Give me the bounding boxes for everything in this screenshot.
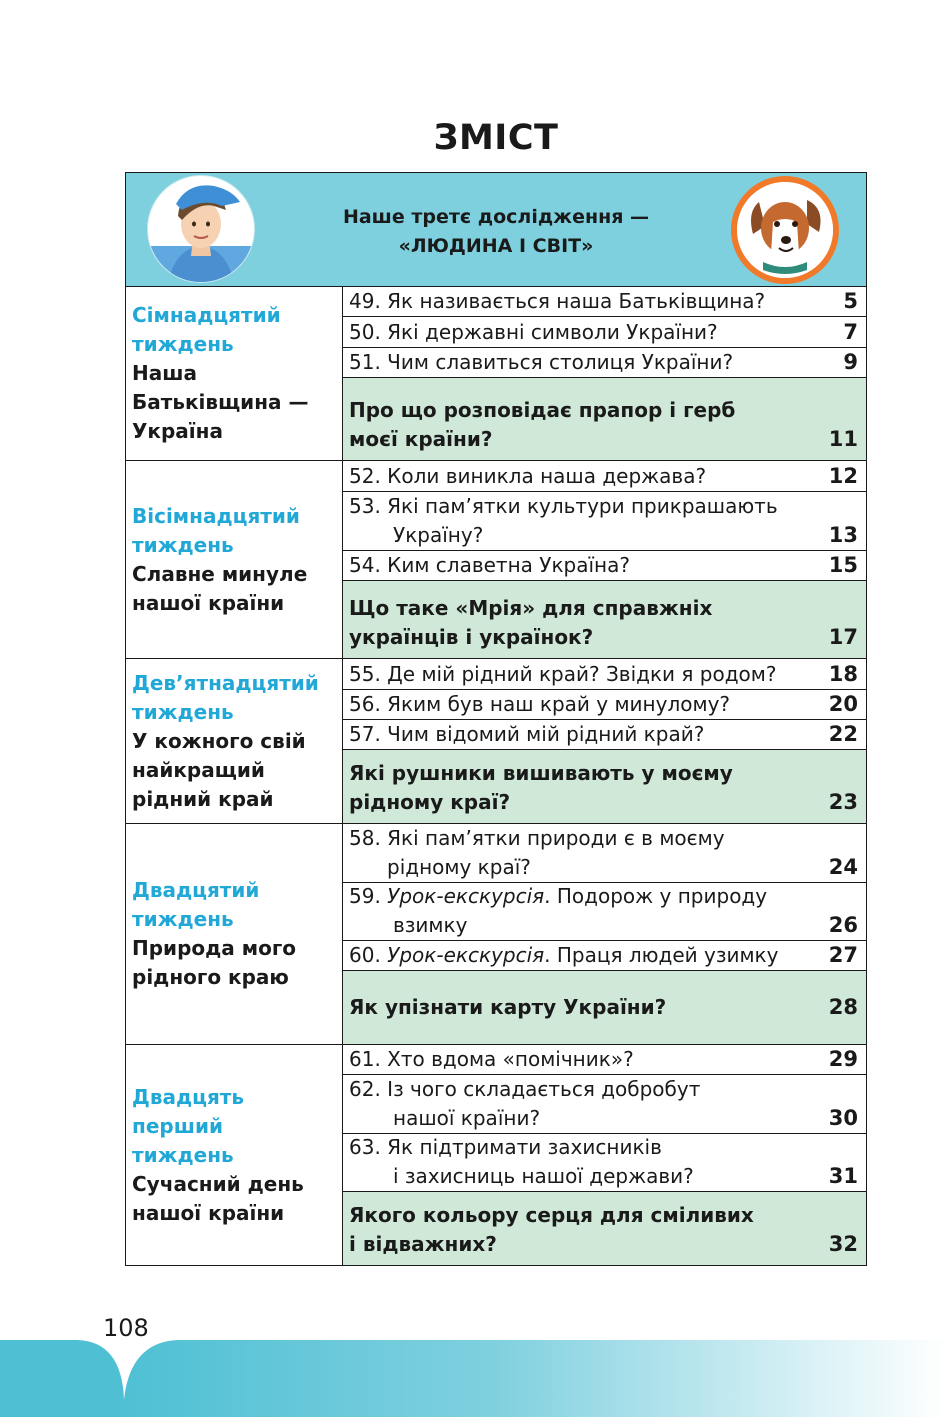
lesson-item[interactable] <box>343 824 866 883</box>
lesson-title <box>349 759 822 817</box>
lesson-title-line: 63. Як підтримати захисників <box>349 1135 662 1159</box>
lesson-type: Урок-екскурсія <box>387 943 545 967</box>
lesson-title: 56. Яким був наш край у минулому? <box>349 692 731 716</box>
lesson-title: 61. Хто вдома «помічник»? <box>349 1047 634 1071</box>
lesson-title-line: взимку <box>393 913 468 937</box>
lesson-item[interactable] <box>343 720 866 750</box>
week-topic: Сучасний день нашої країни <box>132 1171 304 1225</box>
lesson-title: 49. Як називається наша Батьківщина? <box>349 289 766 313</box>
lesson-title <box>349 492 822 550</box>
special-lesson-item[interactable] <box>343 581 866 658</box>
lesson-item[interactable] <box>343 348 866 378</box>
lesson-title <box>349 882 822 940</box>
lesson-title <box>349 396 822 454</box>
banner-line-1: Наше третє дослідження — <box>342 206 650 228</box>
page-number: 23 <box>828 790 858 814</box>
page-number: 26 <box>828 913 858 937</box>
footer-wave-decoration <box>0 1340 946 1417</box>
page-number: 7 <box>843 320 858 344</box>
lesson-title: Як упізнати карту України? <box>349 995 667 1019</box>
lesson-title-line: 58. Які пам’ятки природи є в моєму <box>349 826 725 850</box>
week-label <box>126 659 343 823</box>
lesson-title-line: моєї країни? <box>349 427 493 451</box>
week-topic: Природа мого рідного краю <box>132 936 297 989</box>
lesson-title <box>349 594 822 652</box>
page-number: 15 <box>828 553 858 577</box>
page-number: 22 <box>828 722 858 746</box>
lesson-item[interactable] <box>343 659 866 690</box>
page-number: 32 <box>828 1232 858 1256</box>
lesson-title-line: рідному краї? <box>349 790 511 814</box>
lesson-item[interactable] <box>343 492 866 551</box>
week-name: Двадцятий тиждень <box>132 878 260 931</box>
banner <box>126 173 866 287</box>
lesson-title-line: Україну? <box>393 523 484 547</box>
lesson-item[interactable] <box>343 551 866 581</box>
lesson-title-line: Які рушники вишивають у моєму <box>349 761 733 785</box>
banner-title <box>236 203 756 261</box>
lesson-title: 52. Коли виникла наша держава? <box>349 464 707 488</box>
lesson-title <box>349 1201 822 1259</box>
page-number: 5 <box>843 289 858 313</box>
week-name: Дев’ятнадцятий тиждень <box>132 670 319 724</box>
special-lesson-item[interactable] <box>343 1192 866 1265</box>
lesson-type: Урок-екскурсія <box>387 884 545 908</box>
lesson-item[interactable] <box>343 941 866 971</box>
week-row <box>126 824 866 1045</box>
week-row <box>126 659 866 824</box>
page-number: 13 <box>828 523 858 547</box>
lesson-title-line: нашої країни? <box>393 1106 541 1130</box>
week-label <box>126 287 343 460</box>
lesson-item[interactable] <box>343 1045 866 1075</box>
lesson-title-line: і відважних? <box>349 1232 497 1256</box>
lesson-title: 54. Ким славетна Україна? <box>349 553 630 577</box>
lesson-title <box>349 1133 822 1191</box>
page-number-footer: 108 <box>103 1314 149 1342</box>
lesson-title: 55. Де мій рідний край? Звідки я родом? <box>349 662 777 686</box>
page-number: 28 <box>828 995 858 1019</box>
page-number: 20 <box>828 692 858 716</box>
week-name: Сімнадцятий тиждень <box>132 303 281 356</box>
lesson-item[interactable] <box>343 1075 866 1134</box>
contents-table <box>125 172 867 1266</box>
lesson-number: 60. <box>349 943 388 967</box>
page-number: 24 <box>828 855 858 879</box>
lesson-list <box>343 1045 866 1265</box>
page-number: 18 <box>828 662 858 686</box>
week-row <box>126 287 866 461</box>
lesson-item[interactable] <box>343 287 866 317</box>
page-number: 27 <box>828 943 858 967</box>
banner-line-2: «ЛЮДИНА І СВІТ» <box>398 235 594 257</box>
lesson-title-line: 53. Які пам’ятки культури прикрашають <box>349 494 778 518</box>
lesson-list <box>343 461 866 658</box>
lesson-item[interactable] <box>343 1134 866 1192</box>
lesson-title-line: 62. Із чого складається добробут <box>349 1077 701 1101</box>
page-number: 31 <box>828 1164 858 1188</box>
lesson-title-line: Якого кольору серця для сміливих <box>349 1203 754 1227</box>
lesson-title: 50. Які державні символи України? <box>349 320 718 344</box>
lesson-title-line: і захисниць нашої держави? <box>393 1164 694 1188</box>
lesson-item[interactable] <box>343 883 866 941</box>
page-number: 29 <box>828 1047 858 1071</box>
lesson-number: 59. <box>349 884 388 908</box>
lesson-list <box>343 824 866 1044</box>
special-lesson-item[interactable] <box>343 750 866 823</box>
lesson-item[interactable] <box>343 317 866 348</box>
week-topic: Славне минуле нашої країни <box>132 561 308 615</box>
page-title: ЗМІСТ <box>433 118 559 158</box>
dog-illustration <box>731 176 839 284</box>
lesson-title-line: . Подорож у природу <box>544 884 768 908</box>
week-topic: Наша Батьківщина — Україна <box>132 361 309 443</box>
lesson-item[interactable] <box>343 690 866 720</box>
lesson-title-line: . Праця людей узимку <box>544 943 779 967</box>
week-row <box>126 1045 866 1265</box>
page-number: 17 <box>828 625 858 649</box>
week-name: Вісімнадцятий тиждень <box>132 503 300 557</box>
week-label <box>126 461 343 658</box>
week-row <box>126 461 866 659</box>
week-label <box>126 824 343 1044</box>
lesson-title <box>349 941 822 970</box>
page-number: 11 <box>828 427 858 451</box>
page-number: 12 <box>828 464 858 488</box>
special-lesson-item[interactable] <box>343 971 866 1044</box>
lesson-item[interactable] <box>343 461 866 492</box>
lesson-title: 57. Чим відомий мій рідний край? <box>349 722 705 746</box>
lesson-title-line: Що таке «Мрія» для справжніх <box>349 596 713 620</box>
lesson-title <box>349 1075 822 1133</box>
week-name: Двадцять перший тиждень <box>132 1084 245 1167</box>
lesson-title-line: українців і українок? <box>349 625 594 649</box>
special-lesson-item[interactable] <box>343 378 866 460</box>
lesson-list <box>343 287 866 460</box>
lesson-title-line: рідному краї? <box>387 855 531 879</box>
week-label <box>126 1045 343 1265</box>
lesson-title: 51. Чим славиться столиця України? <box>349 350 734 374</box>
lesson-title-line: Про що розповідає прапор і герб <box>349 398 736 422</box>
lesson-title <box>349 824 822 882</box>
week-topic: У кожного свій найкращий рідний край <box>132 728 306 811</box>
page-number: 9 <box>843 350 858 374</box>
lesson-list <box>343 659 866 823</box>
page-number: 30 <box>828 1106 858 1130</box>
